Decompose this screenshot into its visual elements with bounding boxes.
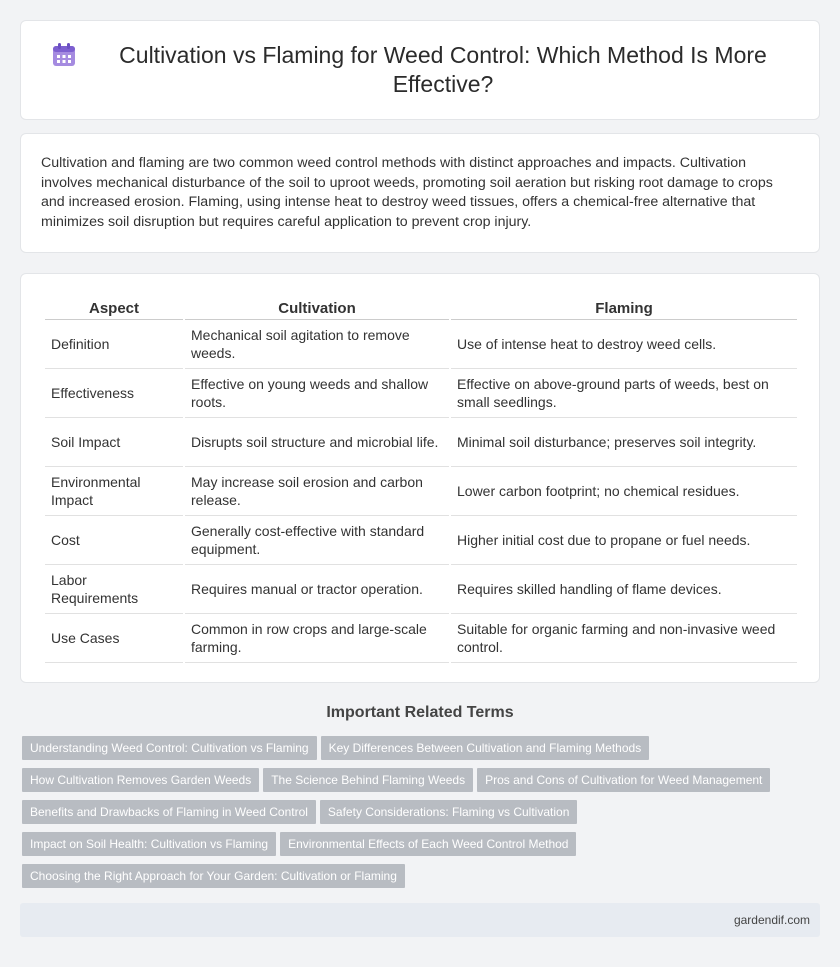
related-term-link[interactable]: How Cultivation Removes Garden Weeds xyxy=(22,768,259,792)
cell-aspect: Labor Requirements xyxy=(45,565,183,614)
cell-aspect: Cost xyxy=(45,516,183,565)
table-row xyxy=(45,320,797,369)
calendar-icon xyxy=(51,42,77,68)
cell-cultivation: May increase soil erosion and carbon release. xyxy=(185,467,449,516)
related-term-link[interactable]: Environmental Effects of Each Weed Control Method xyxy=(280,832,576,856)
cell-flaming: Lower carbon footprint; no chemical residues. xyxy=(451,467,797,516)
related-terms-list xyxy=(22,736,812,896)
cell-aspect: Use Cases xyxy=(45,614,183,663)
table-row xyxy=(45,565,797,614)
intro-text: Cultivation and flaming are two common weed control methods with distinct approaches and impacts. Cultivation involves mechanical disturbance of the soil to uproot weeds, promoting soil aeration but risking root damage to crops and increased erosion. Flaming, using intense heat to destroy weed tissues, offers a chemical-free alternative that minimizes soil disruption but requires careful application to prevent crop injury. xyxy=(41,155,773,230)
cell-cultivation: Disrupts soil structure and microbial life. xyxy=(185,418,449,467)
page-title: Cultivation vs Flaming for Weed Control: Which Method Is More Effective? xyxy=(119,42,767,97)
cell-cultivation: Requires manual or tractor operation. xyxy=(185,565,449,614)
comparison-table xyxy=(43,294,799,663)
related-term-link[interactable]: Understanding Weed Control: Cultivation vs Flaming xyxy=(22,736,317,760)
related-terms-title: Important Related Terms xyxy=(326,704,514,721)
cell-cultivation: Mechanical soil agitation to remove weeds. xyxy=(185,320,449,369)
header-card xyxy=(20,20,820,120)
comparison-table-card xyxy=(20,273,820,683)
intro-card xyxy=(20,133,820,253)
cell-aspect: Soil Impact xyxy=(45,418,183,467)
header-aspect: Aspect xyxy=(45,294,183,320)
related-term-link[interactable]: Safety Considerations: Flaming vs Cultivation xyxy=(320,800,577,824)
table-row xyxy=(45,418,797,467)
cell-cultivation: Effective on young weeds and shallow roots. xyxy=(185,369,449,418)
cell-flaming: Effective on above-ground parts of weeds, best on small seedlings. xyxy=(451,369,797,418)
cell-flaming: Minimal soil disturbance; preserves soil integrity. xyxy=(451,418,797,467)
related-term-link[interactable]: The Science Behind Flaming Weeds xyxy=(263,768,473,792)
related-term-link[interactable]: Impact on Soil Health: Cultivation vs Flaming xyxy=(22,832,276,856)
table-row xyxy=(45,467,797,516)
header-cultivation: Cultivation xyxy=(185,294,449,320)
footer-site[interactable]: gardendif.com xyxy=(733,913,810,927)
related-term-link[interactable]: Key Differences Between Cultivation and Flaming Methods xyxy=(321,736,650,760)
cell-cultivation: Common in row crops and large-scale farming. xyxy=(185,614,449,663)
cell-flaming: Use of intense heat to destroy weed cells. xyxy=(451,320,797,369)
related-term-link[interactable]: Benefits and Drawbacks of Flaming in Weed Control xyxy=(22,800,316,824)
header xyxy=(21,21,819,119)
cell-flaming: Suitable for organic farming and non-invasive weed control. xyxy=(451,614,797,663)
cell-flaming: Higher initial cost due to propane or fuel needs. xyxy=(451,516,797,565)
related-term-link[interactable]: Choosing the Right Approach for Your Garden: Cultivation or Flaming xyxy=(22,864,405,888)
header-flaming: Flaming xyxy=(451,294,797,320)
cell-aspect: Environmental Impact xyxy=(45,467,183,516)
cell-aspect: Definition xyxy=(45,320,183,369)
table-row xyxy=(45,369,797,418)
related-term-link[interactable]: Pros and Cons of Cultivation for Weed Management xyxy=(477,768,770,792)
table-row xyxy=(45,614,797,663)
footer xyxy=(20,903,820,937)
table-header-row xyxy=(45,294,797,320)
table-row xyxy=(45,516,797,565)
cell-cultivation: Generally cost-effective with standard equipment. xyxy=(185,516,449,565)
cell-aspect: Effectiveness xyxy=(45,369,183,418)
cell-flaming: Requires skilled handling of flame devices. xyxy=(451,565,797,614)
